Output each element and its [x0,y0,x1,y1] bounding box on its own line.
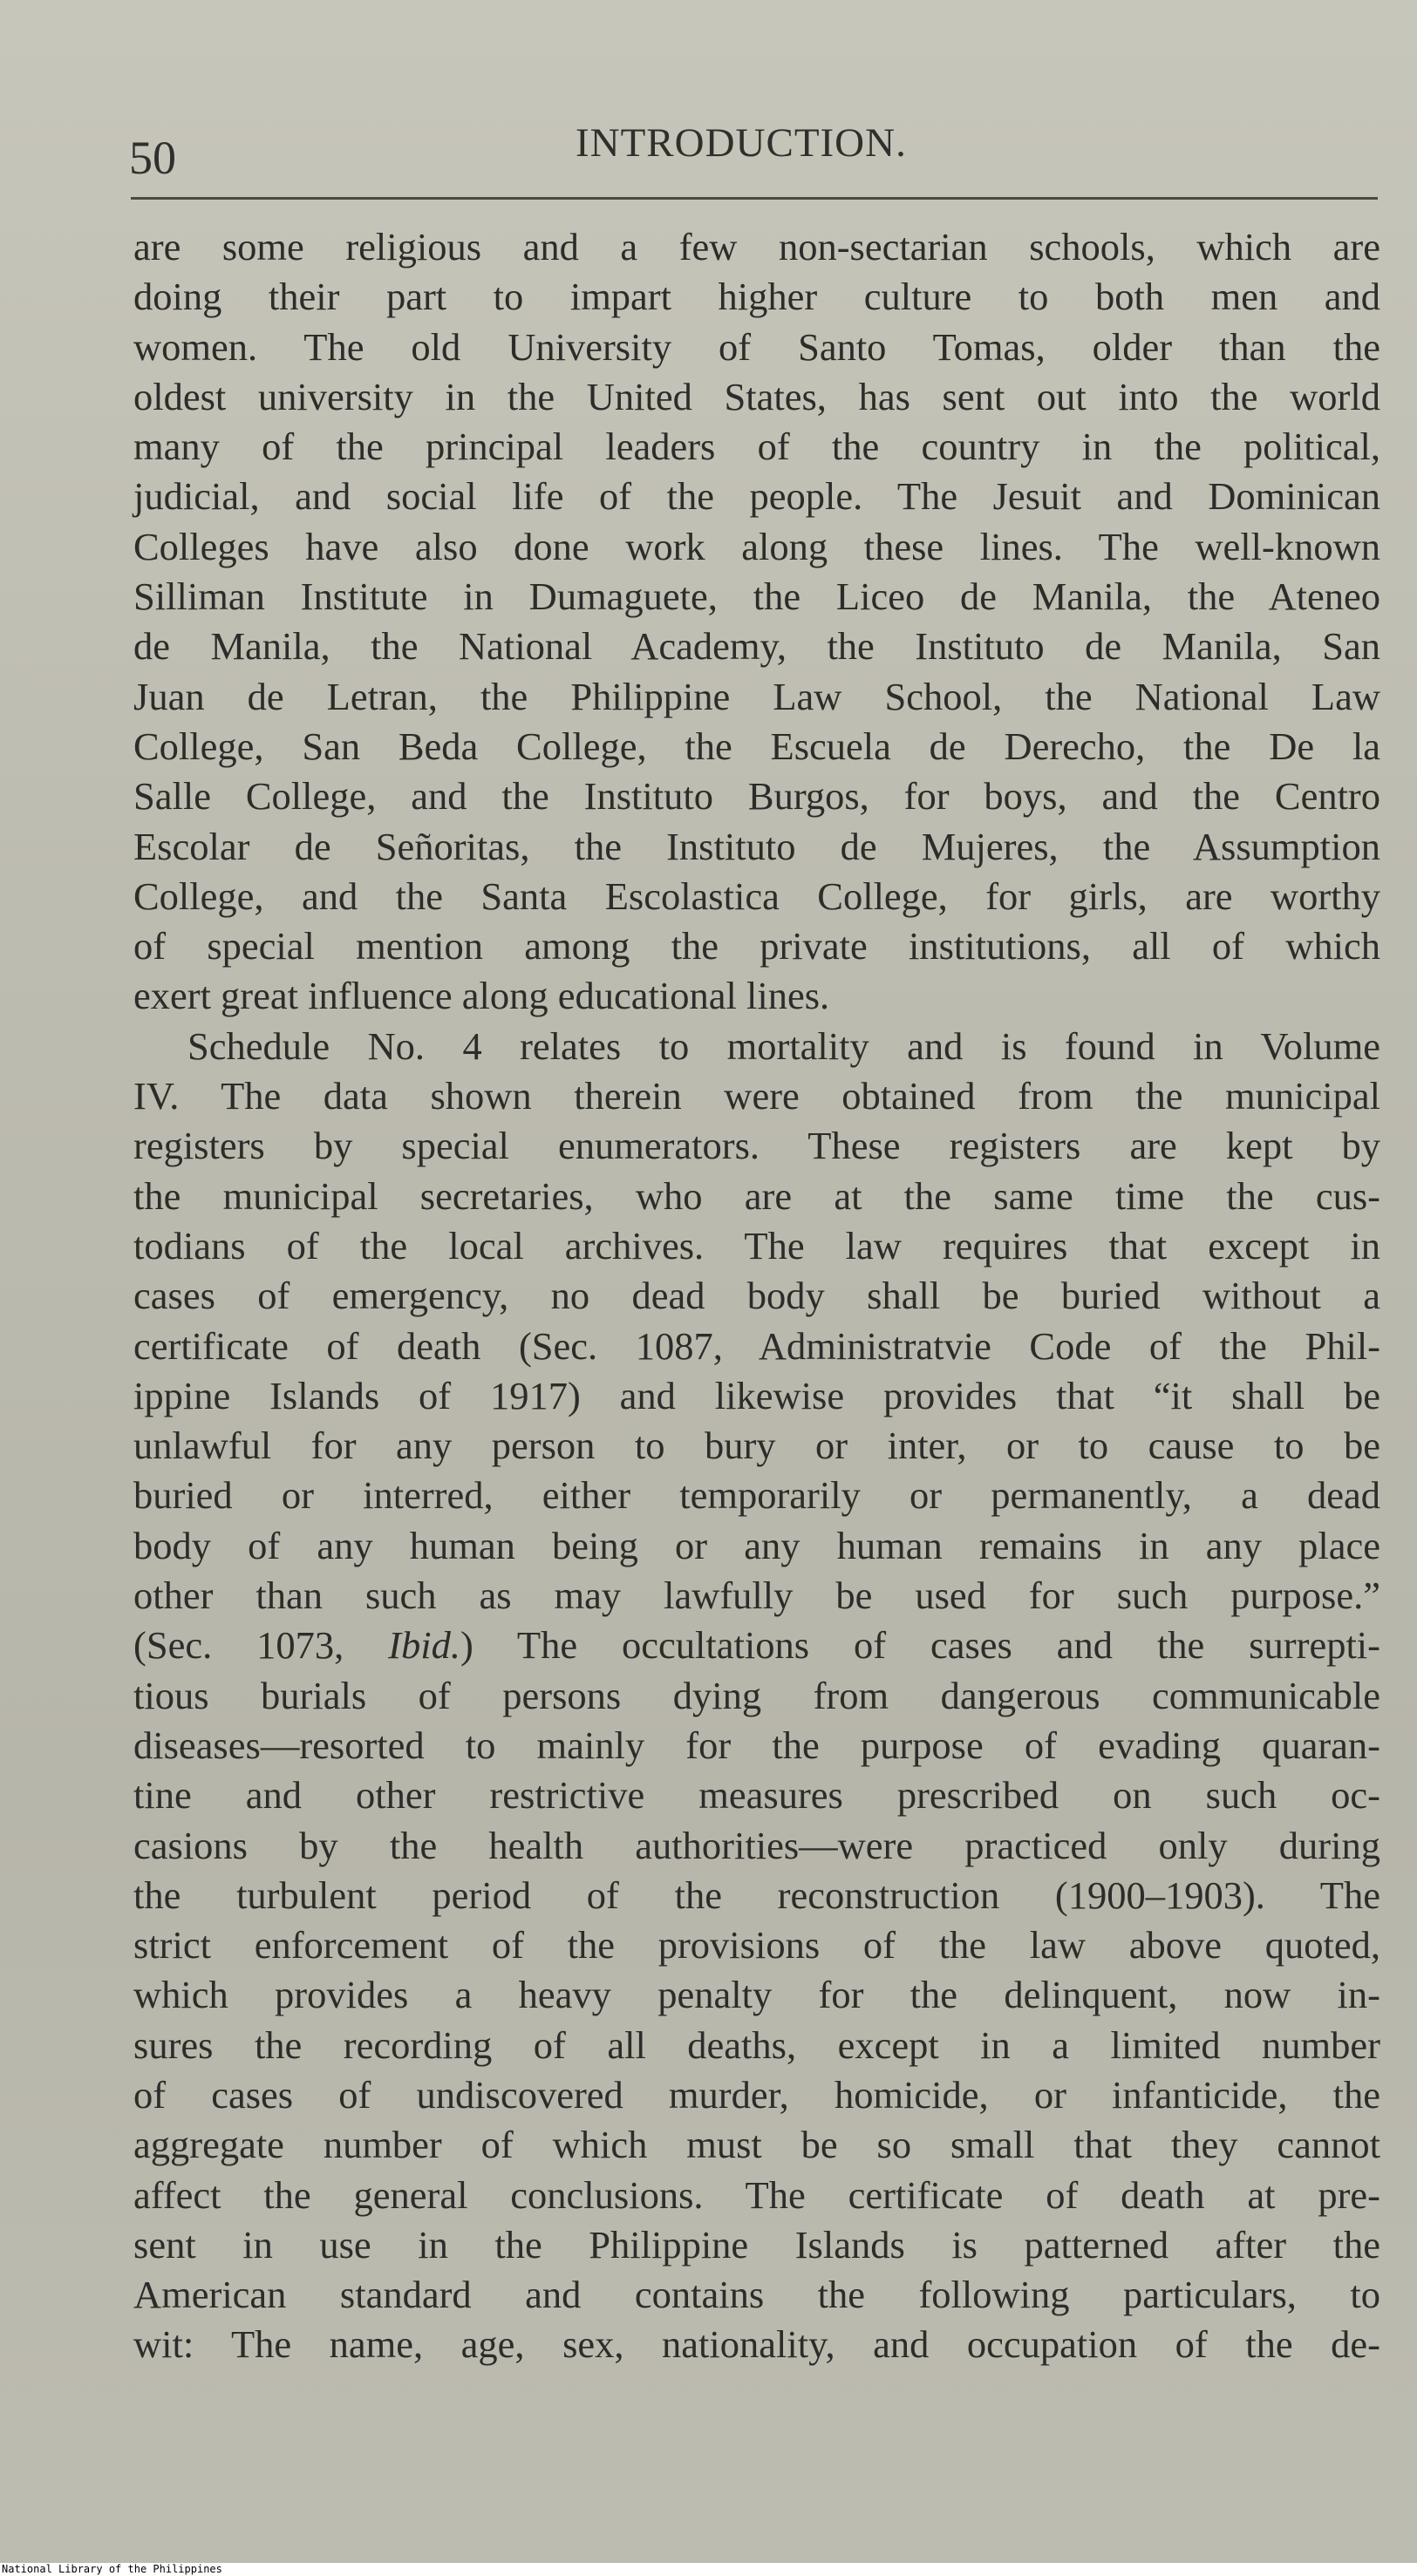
text-line: IV. The data shown therein were obtained from the municipal [133,1074,1380,1118]
text-line: tine and other restrictive measures prescribed on such oc- [133,1773,1380,1818]
paragraph-end-line: exert great influence along educational lines. [133,974,830,1018]
text-line: doing their part to impart higher culture to both men and [133,275,1380,319]
text-line: Colleges have also done work along these lines. The well-known [133,524,1380,568]
text-line: Salle College, and the Instituto Burgos, for boys, and the Centro [133,774,1380,819]
text-line: Juan de Letran, the Philippine Law School, the National Law [133,674,1380,718]
text-line: buried or interred, either temporarily or permanently, a dead [133,1473,1380,1518]
citation-continuation: ) The occultations of cases and the surrepti- [460,1623,1380,1668]
page-number: 50 [129,132,176,184]
library-credit: National Library of the Philippines [2,2563,222,2575]
text-line: de Manila, the National Academy, the Instituto de Manila, San [133,624,1380,669]
text-line: sent in use in the Philippine Islands is patterned after the [133,2222,1380,2267]
text-line: American standard and contains the following particulars, to [133,2273,1380,2317]
text-line: body of any human being or any human remains in any place [133,1523,1380,1567]
text-line: registers by special enumerators. These registers are kept by [133,1124,1380,1168]
header-rule [131,197,1378,200]
citation-line [133,1621,1380,1670]
body-text [133,222,1380,2370]
text-line: College, and the Santa Escolastica College, for girls, are worthy [133,873,1380,918]
text-line: many of the principal leaders of the country in the political, [133,425,1380,469]
text-line: of cases of undiscovered murder, homicide, or infanticide, the [133,2072,1380,2117]
text-line: the municipal secretaries, who are at the same time the cus- [133,1173,1380,1218]
text-line: sures the recording of all deaths, except in a limited number [133,2022,1380,2067]
text-line: todians of the local archives. The law requires that except in [133,1223,1380,1268]
text-line: College, San Beda College, the Escuela de Derecho, the De la [133,724,1380,768]
text-line: women. The old University of Santo Tomas, older than the [133,324,1380,369]
text-line: tious burials of persons dying from dangerous communicable [133,1673,1380,1717]
text-line: Silliman Institute in Dumaguete, the Liceo de Manila, the Ateneo [133,574,1380,619]
text-line: cases of emergency, no dead body shall be buried without a [133,1274,1380,1318]
text-line: ippine Islands of 1917) and likewise provides that “it shall be [133,1373,1380,1417]
text-line: strict enforcement of the provisions of the law above quoted, [133,1923,1380,1968]
text-line: judicial, and social life of the people. The Jesuit and Dominican [133,474,1380,519]
text-line: are some religious and a few non-sectarian schools, which are [133,225,1380,268]
citation-text: (Sec. 1073, [133,1623,344,1668]
running-head-title: INTRODUCTION. [576,120,907,166]
text-line: wit: The name, age, sex, nationality, and occupation of the de- [133,2322,1380,2367]
paragraph-start-line: Schedule No. 4 relates to mortality and is found in Volume [187,1023,1380,1068]
text-line: casions by the health authorities—were practiced only during [133,1823,1380,1867]
text-line: affect the general conclusions. The certificate of death at pre- [133,2172,1380,2217]
text-line: which provides a heavy penalty for the delinquent, now in- [133,1973,1380,2017]
text-line: the turbulent period of the reconstruction (1900–1903). The [133,1873,1380,1917]
text-line: aggregate number of which must be so small that they cannot [133,2123,1380,2167]
text-line: unlawful for any person to bury or inter, or to cause to be [133,1424,1380,1468]
text-line: Escolar de Señoritas, the Instituto de Mujeres, the Assumption [133,824,1380,868]
text-line: diseases—resorted to mainly for the purpose of evading quaran- [133,1723,1380,1767]
text-line: other than such as may lawfully be used for such purpose.” [133,1573,1380,1618]
ibid-citation: Ibid. [388,1623,460,1668]
text-line: of special mention among the private institutions, all of which [133,924,1380,969]
text-line: certificate of death (Sec. 1087, Administratvie Code of the Phil- [133,1323,1380,1368]
text-line: oldest university in the United States, has sent out into the world [133,374,1380,418]
